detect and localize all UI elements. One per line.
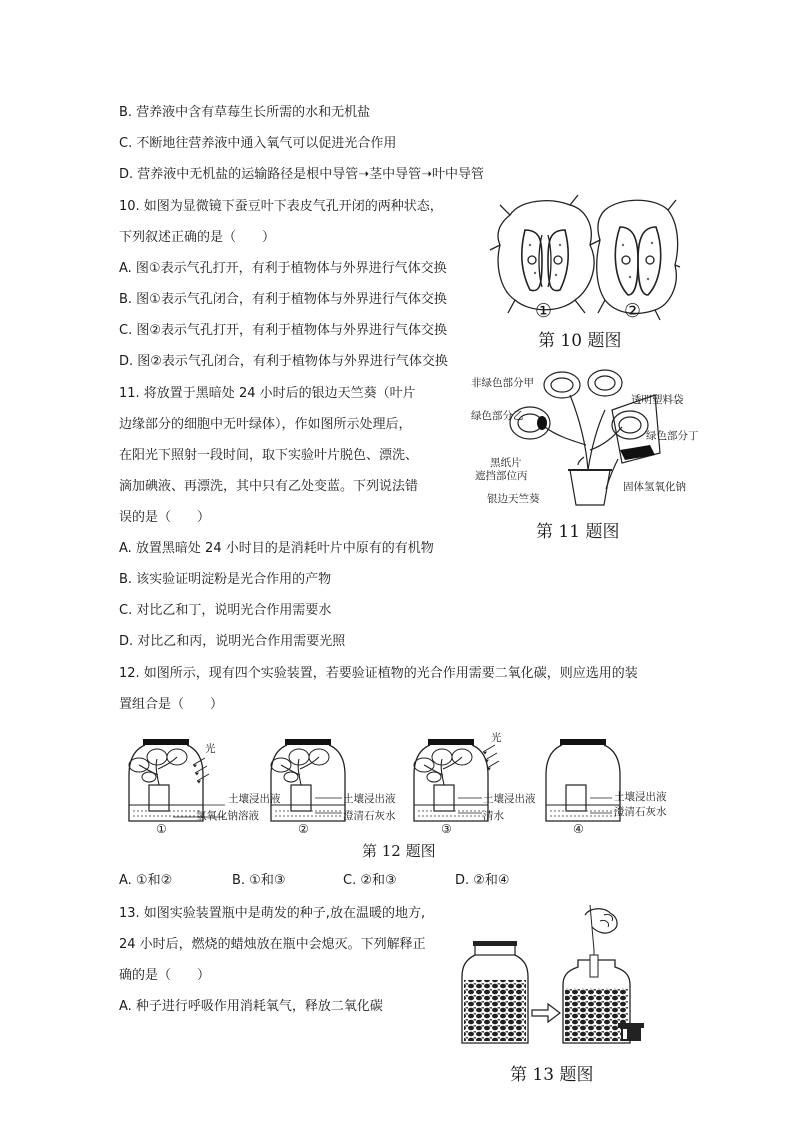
q11-stem-line5: 误的是（ ） — [119, 510, 211, 525]
q12-soil-label-2: 土壤浸出液 — [343, 793, 396, 805]
q12-jar-number-4: ④ — [573, 822, 584, 836]
q12-jar-number-1: ① — [156, 822, 167, 836]
q11-label-jia: 非绿色部分甲 — [471, 377, 534, 389]
q13-stem-line1: 13. 如图实验装置瓶中是萌发的种子,放在温暖的地方, — [119, 906, 426, 921]
q11-option-c: C. 对比乙和丁，说明光合作用需要水 — [119, 603, 332, 618]
q10-option-c: C. 图②表示气孔打开，有利于植物体与外界进行气体交换 — [119, 323, 447, 338]
q11-option-b: B. 该实验证明淀粉是光合作用的产物 — [119, 572, 332, 587]
q12-solution-label-4: 澄清石灰水 — [614, 806, 667, 818]
q12-stem-line2: 置组合是（ ） — [119, 697, 224, 712]
q10-option-a: A. 图①表示气孔打开，有利于植物体与外界进行气体交换 — [119, 261, 447, 276]
q11-option-a: A. 放置黑暗处 24 小时目的是消耗叶片中原有的有机物 — [119, 541, 434, 556]
q11-label-plant: 银边天竺葵 — [487, 493, 540, 505]
q13-figure-caption: 第 13 题图 — [510, 1065, 594, 1085]
q13-option-a: A. 种子进行呼吸作用消耗氧气，释放二氧化碳 — [119, 999, 383, 1014]
q11-label-naoh: 固体氢氧化钠 — [623, 481, 686, 493]
q9-option-b: B. 营养液中含有草莓生长所需的水和无机盐 — [119, 105, 371, 120]
q10-figure — [490, 195, 680, 325]
q12-light-label-1: 光 — [205, 743, 216, 755]
q11-label-bag: 透明塑料袋 — [631, 394, 684, 406]
q10-stem-line1: 10. 如图为显微镜下蚕豆叶下表皮气孔开闭的两种状态， — [119, 199, 443, 214]
q10-figure-caption: 第 10 题图 — [538, 331, 622, 351]
q12-light-label-3: 光 — [491, 732, 502, 744]
q12-soil-label-4: 土壤浸出液 — [614, 791, 667, 803]
q11-stem-line1: 11. 将放置于黑暗处 24 小时后的银边天竺葵（叶片 — [119, 386, 416, 401]
q10-figure-label-2: ② — [624, 300, 642, 322]
q11-option-d: D. 对比乙和丙，说明光合作用需要光照 — [119, 634, 346, 649]
q10-option-d: D. 图②表示气孔闭合，有利于植物体与外界进行气体交换 — [119, 354, 448, 369]
q12-option-b: B. ①和③ — [232, 873, 286, 888]
q12-solution-label-3: 清水 — [483, 810, 504, 822]
q13-figure — [460, 905, 645, 1055]
q12-solution-label-2: 澄清石灰水 — [343, 810, 396, 822]
q10-stem-line2: 下列叙述正确的是（ ） — [119, 230, 276, 245]
q11-label-ding: 绿色部分丁 — [646, 430, 699, 442]
q12-soil-label-3: 土壤浸出液 — [483, 793, 536, 805]
q9-option-c: C. 不断地往营养液中通入氧气可以促进光合作用 — [119, 136, 397, 151]
q9-option-d: D. 营养液中无机盐的运输路径是根中导管➝茎中导管➝叶中导管 — [119, 167, 485, 182]
q12-option-c: C. ②和③ — [343, 873, 397, 888]
q11-stem-line2: 边缘部分的细胞中无叶绿体），作如图所示处理后， — [119, 417, 412, 432]
q12-figure-caption: 第 12 题图 — [362, 842, 436, 860]
q12-stem-line1: 12. 如图所示，现有四个实验装置，若要验证植物的光合作用需要二氧化碳，则应选用的装 — [119, 666, 638, 681]
q12-option-a: A. ①和② — [119, 873, 173, 888]
q11-label-yi: 绿色部分乙 — [471, 410, 524, 422]
q10-figure-label-1: ① — [535, 300, 553, 322]
q12-soil-label-1: 土壤浸出液 — [228, 793, 281, 805]
q12-solution-label-1: 氢氧化钠溶液 — [196, 810, 259, 822]
q13-stem-line3: 确的是（ ） — [119, 968, 211, 983]
q11-stem-line3: 在阳光下照射一段时间，取下实验叶片脱色、漂洗、 — [119, 448, 419, 463]
q13-stem-line2: 24 小时后，燃烧的蜡烛放在瓶中会熄灭。下列解释正 — [119, 937, 426, 952]
q10-option-b: B. 图①表示气孔闭合，有利于植物体与外界进行气体交换 — [119, 292, 447, 307]
q11-figure-caption: 第 11 题图 — [536, 522, 620, 542]
q11-label-black-paper: 黑纸片 — [490, 457, 522, 469]
q12-jar-number-3: ③ — [441, 822, 452, 836]
q12-option-d: D. ②和④ — [455, 873, 510, 888]
q11-label-covered-bing: 遮挡部位丙 — [475, 470, 528, 482]
q12-jar-number-2: ② — [298, 822, 309, 836]
q11-stem-line4: 滴加碘液、再漂洗，其中只有乙处变蓝。下列说法错 — [119, 479, 419, 494]
